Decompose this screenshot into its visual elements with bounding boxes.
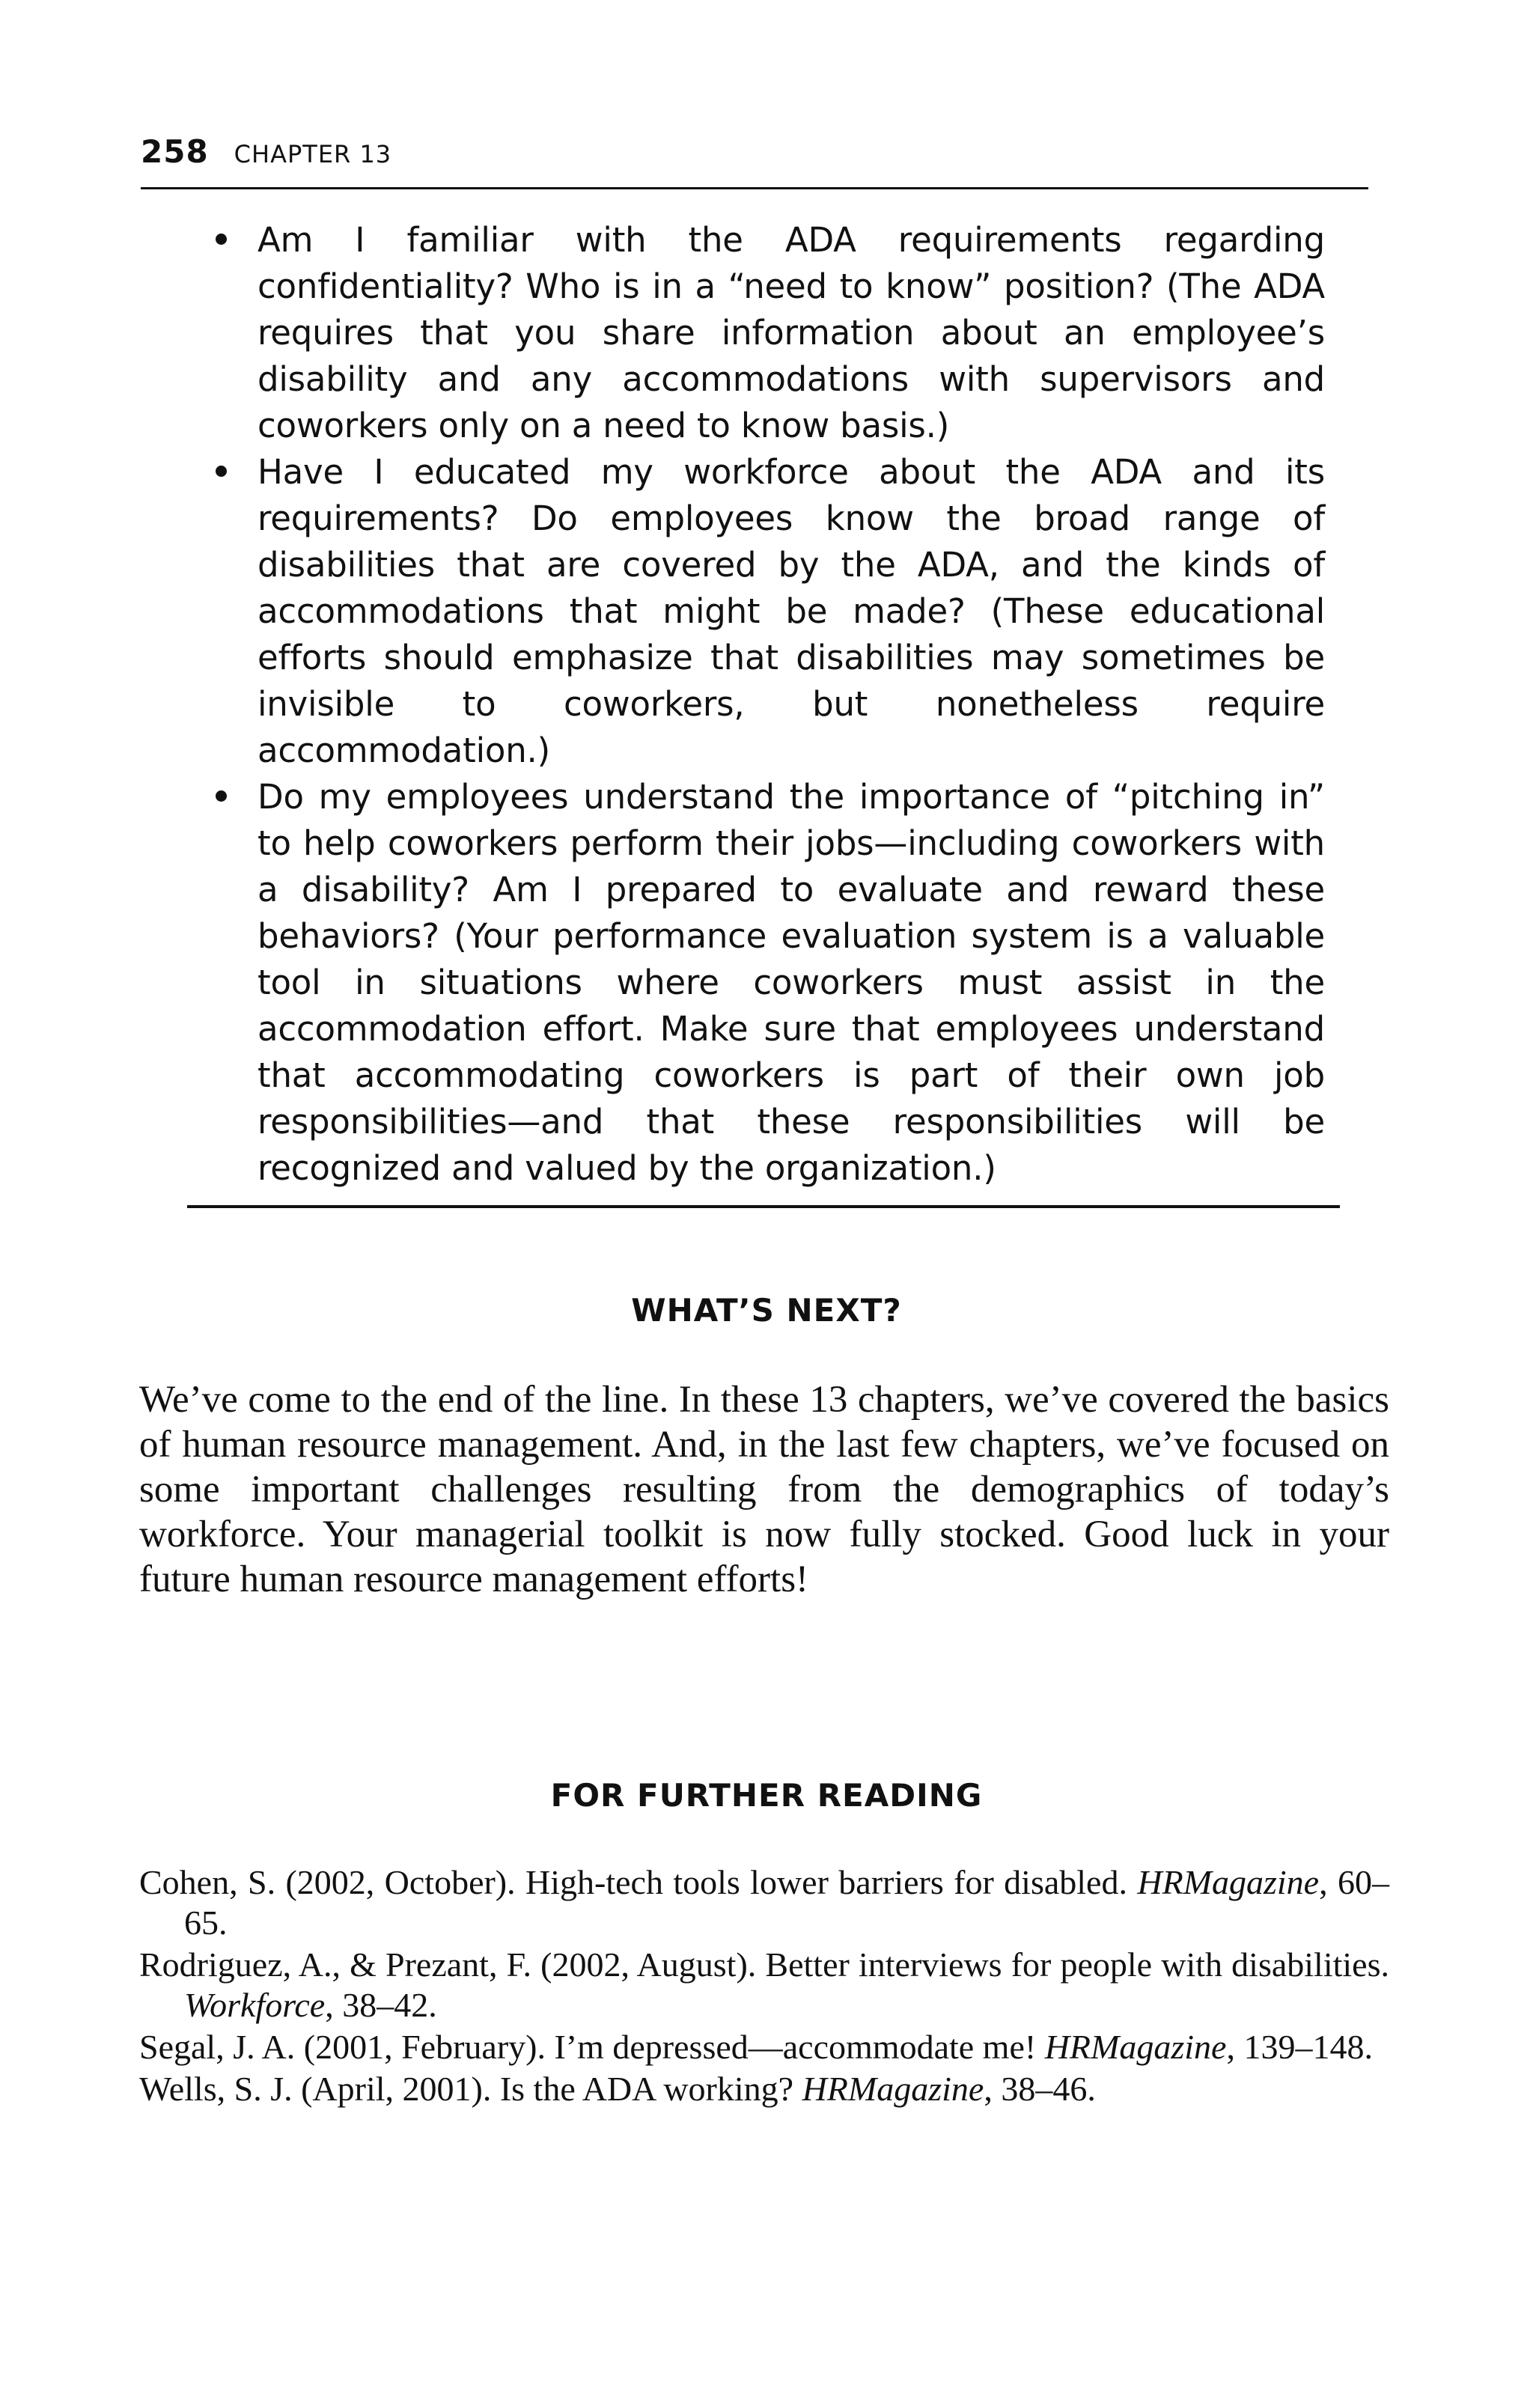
reference-text: Wells, S. J. (April, 2001). Is the ADA working?	[139, 2070, 802, 2108]
reference-pages: , 38–46.	[984, 2070, 1096, 2108]
page-number: 258	[141, 133, 209, 170]
checklist-item	[187, 217, 1325, 449]
reference-pages: , 139–148.	[1226, 2028, 1373, 2066]
reference-journal: HRMagazine	[1044, 2028, 1227, 2066]
reference-entry	[139, 1862, 1389, 1943]
reference-journal: Workforce	[184, 1986, 326, 2024]
bullet-icon	[216, 466, 227, 477]
bullet-icon	[216, 234, 227, 245]
reference-pages: , 60–65.	[184, 1863, 1389, 1942]
reference-entry	[139, 2069, 1389, 2109]
reference-journal: HRMagazine	[802, 2070, 984, 2108]
section-divider	[187, 1205, 1340, 1208]
whats-next-heading: WHAT’S NEXT?	[631, 1292, 902, 1329]
reference-entry	[139, 1945, 1389, 2026]
checklist-item-text: Have I educated my workforce about the ADA and its requirements? Do employees know the broad range of disabilities that are covered by the ADA, and the kinds of accommodations that might be made? (These educational efforts should emphasize that disabilities may sometimes be invisible to coworkers, but nonetheless require accommodation.)	[257, 452, 1325, 770]
reference-pages: , 38–42.	[325, 1986, 437, 2024]
checklist-item	[187, 774, 1325, 1192]
reference-list	[139, 1862, 1389, 2111]
running-title: CHAPTER 13	[234, 140, 392, 168]
reference-entry	[139, 2027, 1389, 2067]
further-reading-heading: FOR FURTHER READING	[550, 1777, 983, 1814]
reference-text: Segal, J. A. (2001, February). I’m depressed—accommodate me!	[139, 2028, 1045, 2066]
header-rule	[141, 187, 1368, 189]
whats-next-paragraph: We’ve come to the end of the line. In these 13 chapters, we’ve covered the basics of human resource management. And, in the last few chapters, we’ve focused on some important challenges resulting from the demographics of today’s workforce. Your managerial toolkit is now fully stocked. Good luck in your future human resource management efforts!	[139, 1379, 1389, 1600]
running-header	[141, 133, 1368, 181]
bullet-icon	[216, 790, 227, 802]
reference-text: Rodriguez, A., & Prezant, F. (2002, August). Better interviews for people with disabilities.	[139, 1945, 1389, 1984]
reference-text: Cohen, S. (2002, October). High-tech tools lower barriers for disabled.	[139, 1863, 1138, 1901]
reference-journal: HRMagazine	[1137, 1863, 1320, 1901]
checklist-item	[187, 449, 1325, 774]
checklist-item-text: Do my employees understand the importance of “pitching in” to help coworkers perform their jobs—including coworkers with a disability? Am I prepared to evaluate and reward these behaviors? (Your performance evaluation system is a valuable tool in situations where coworkers must assist in the accommodation effort. Make sure that employees understand that accommodating coworkers is part of their own job responsibilities—and that these responsibilities will be recognized and valued by the organization.)	[257, 777, 1325, 1188]
ada-checklist	[187, 217, 1325, 1192]
checklist-item-text: Am I familiar with the ADA requirements regarding confidentiality? Who is in a “need to know” position? (The ADA requires that you share information about an employee’s disability and any accommodations with supervisors and coworkers only on a need to know basis.)	[257, 220, 1325, 445]
